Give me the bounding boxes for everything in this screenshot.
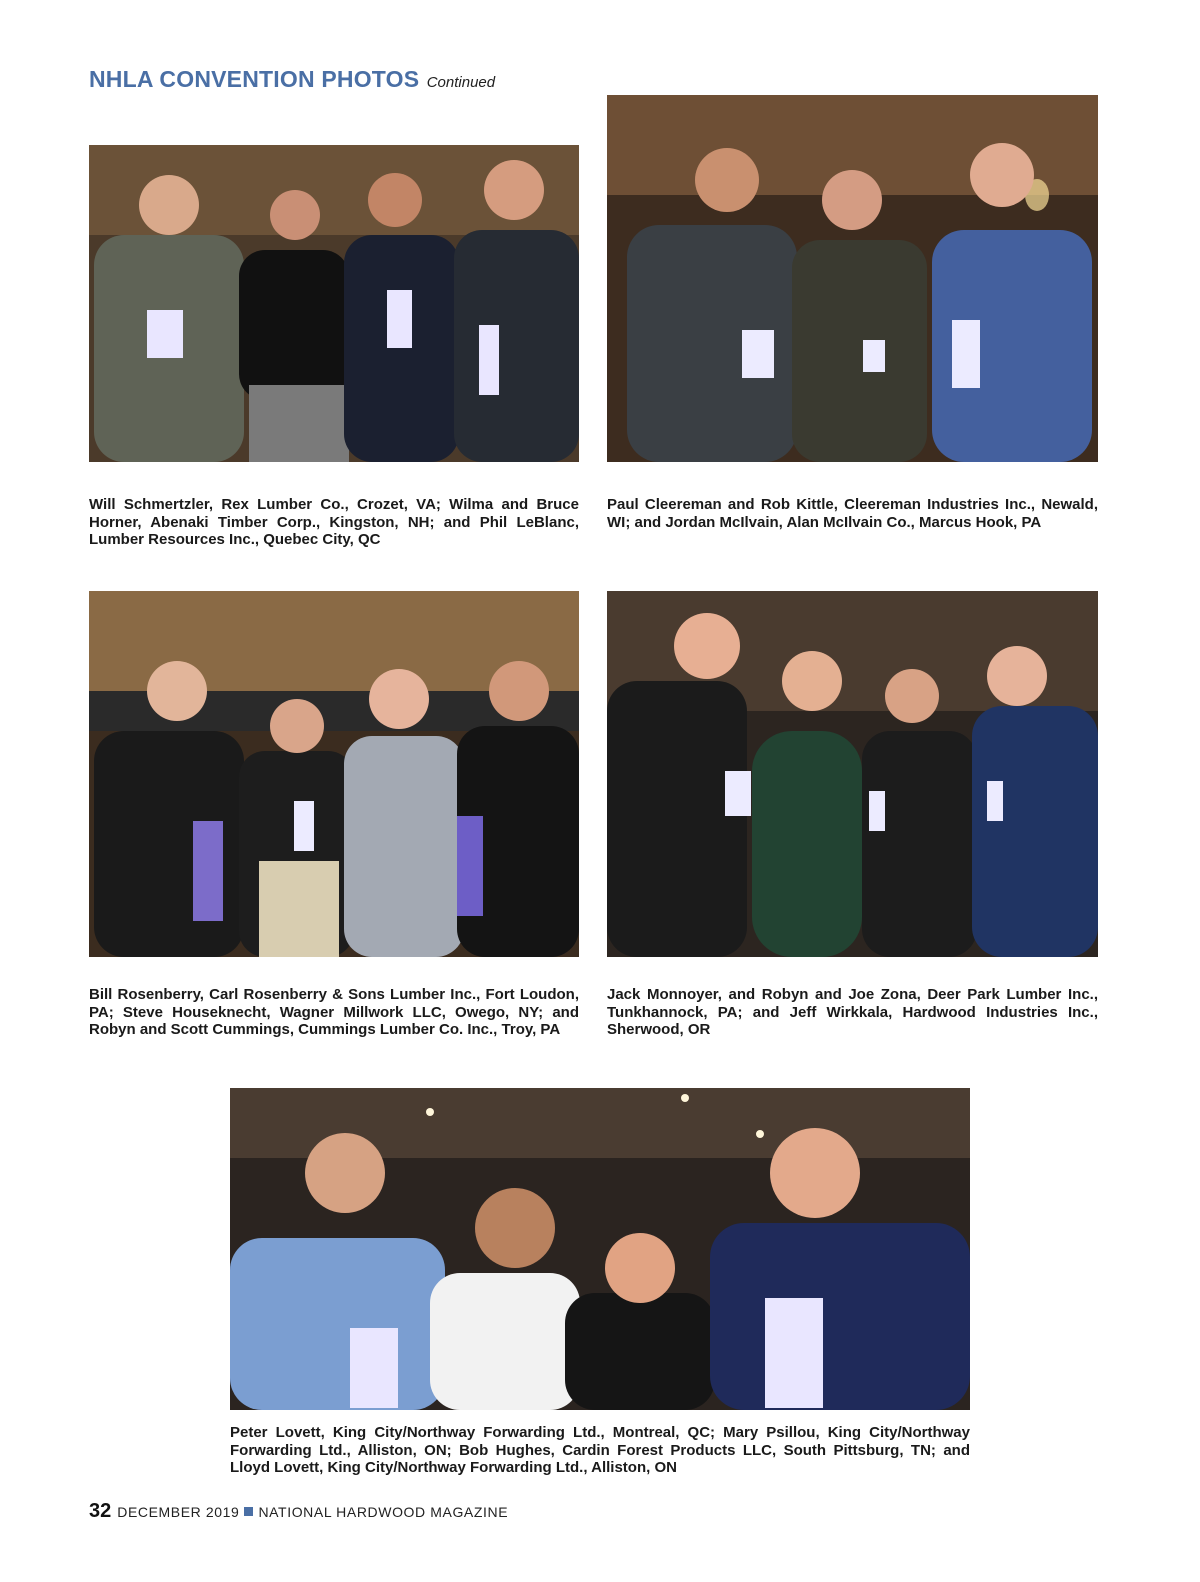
convention-photo-1: [89, 145, 579, 462]
convention-photo-3: [89, 591, 579, 957]
page-header: [89, 66, 495, 93]
photo-5-caption: Peter Lovett, King City/Northway Forwarding Ltd., Montreal, QC; Mary Psillou, King City/Northway Forwarding Ltd., Alliston, ON; Bob Hughes, Cardin Forest Products LLC, South Pittsburg, TN; and Lloyd Lovett, King City/Northway Forwarding Ltd., Alliston, ON: [230, 1424, 970, 1476]
photo-1-caption: Will Schmertzler, Rex Lumber Co., Crozet, VA; Wilma and Bruce Horner, Abenaki Timber Corp., Kingston, NH; and Phil LeBlanc, Lumber Resources Inc., Quebec City, QC: [89, 496, 579, 548]
issue-date: DECEMBER 2019: [117, 1504, 240, 1520]
publication-name: NATIONAL HARDWOOD MAGAZINE: [258, 1504, 509, 1520]
footer-separator-square: [244, 1507, 253, 1516]
page-number: 32: [89, 1500, 112, 1522]
convention-photo-4: [607, 591, 1098, 957]
section-title: NHLA CONVENTION PHOTOS: [89, 66, 420, 92]
photo-3-caption: Bill Rosenberry, Carl Rosenberry & Sons Lumber Inc., Fort Loudon, PA; Steve Houseknecht, Wagner Millwork LLC, Owego, NY; and Robyn and Scott Cummings, Cummings Lumber Co. Inc., Troy, PA: [89, 986, 579, 1038]
convention-photo-5: [230, 1088, 970, 1410]
photo-4-caption: Jack Monnoyer, and Robyn and Joe Zona, Deer Park Lumber Inc., Tunkhannock, PA; and Jeff Wirkkala, Hardwood Industries Inc., Sherwood, OR: [607, 986, 1098, 1038]
page-footer: [89, 1500, 508, 1523]
section-subtitle: Continued: [426, 74, 496, 91]
photo-2-caption: Paul Cleereman and Rob Kittle, Cleereman Industries Inc., Newald, WI; and Jordan McIlvain, Alan McIlvain Co., Marcus Hook, PA: [607, 496, 1098, 531]
convention-photo-2: [607, 95, 1098, 462]
